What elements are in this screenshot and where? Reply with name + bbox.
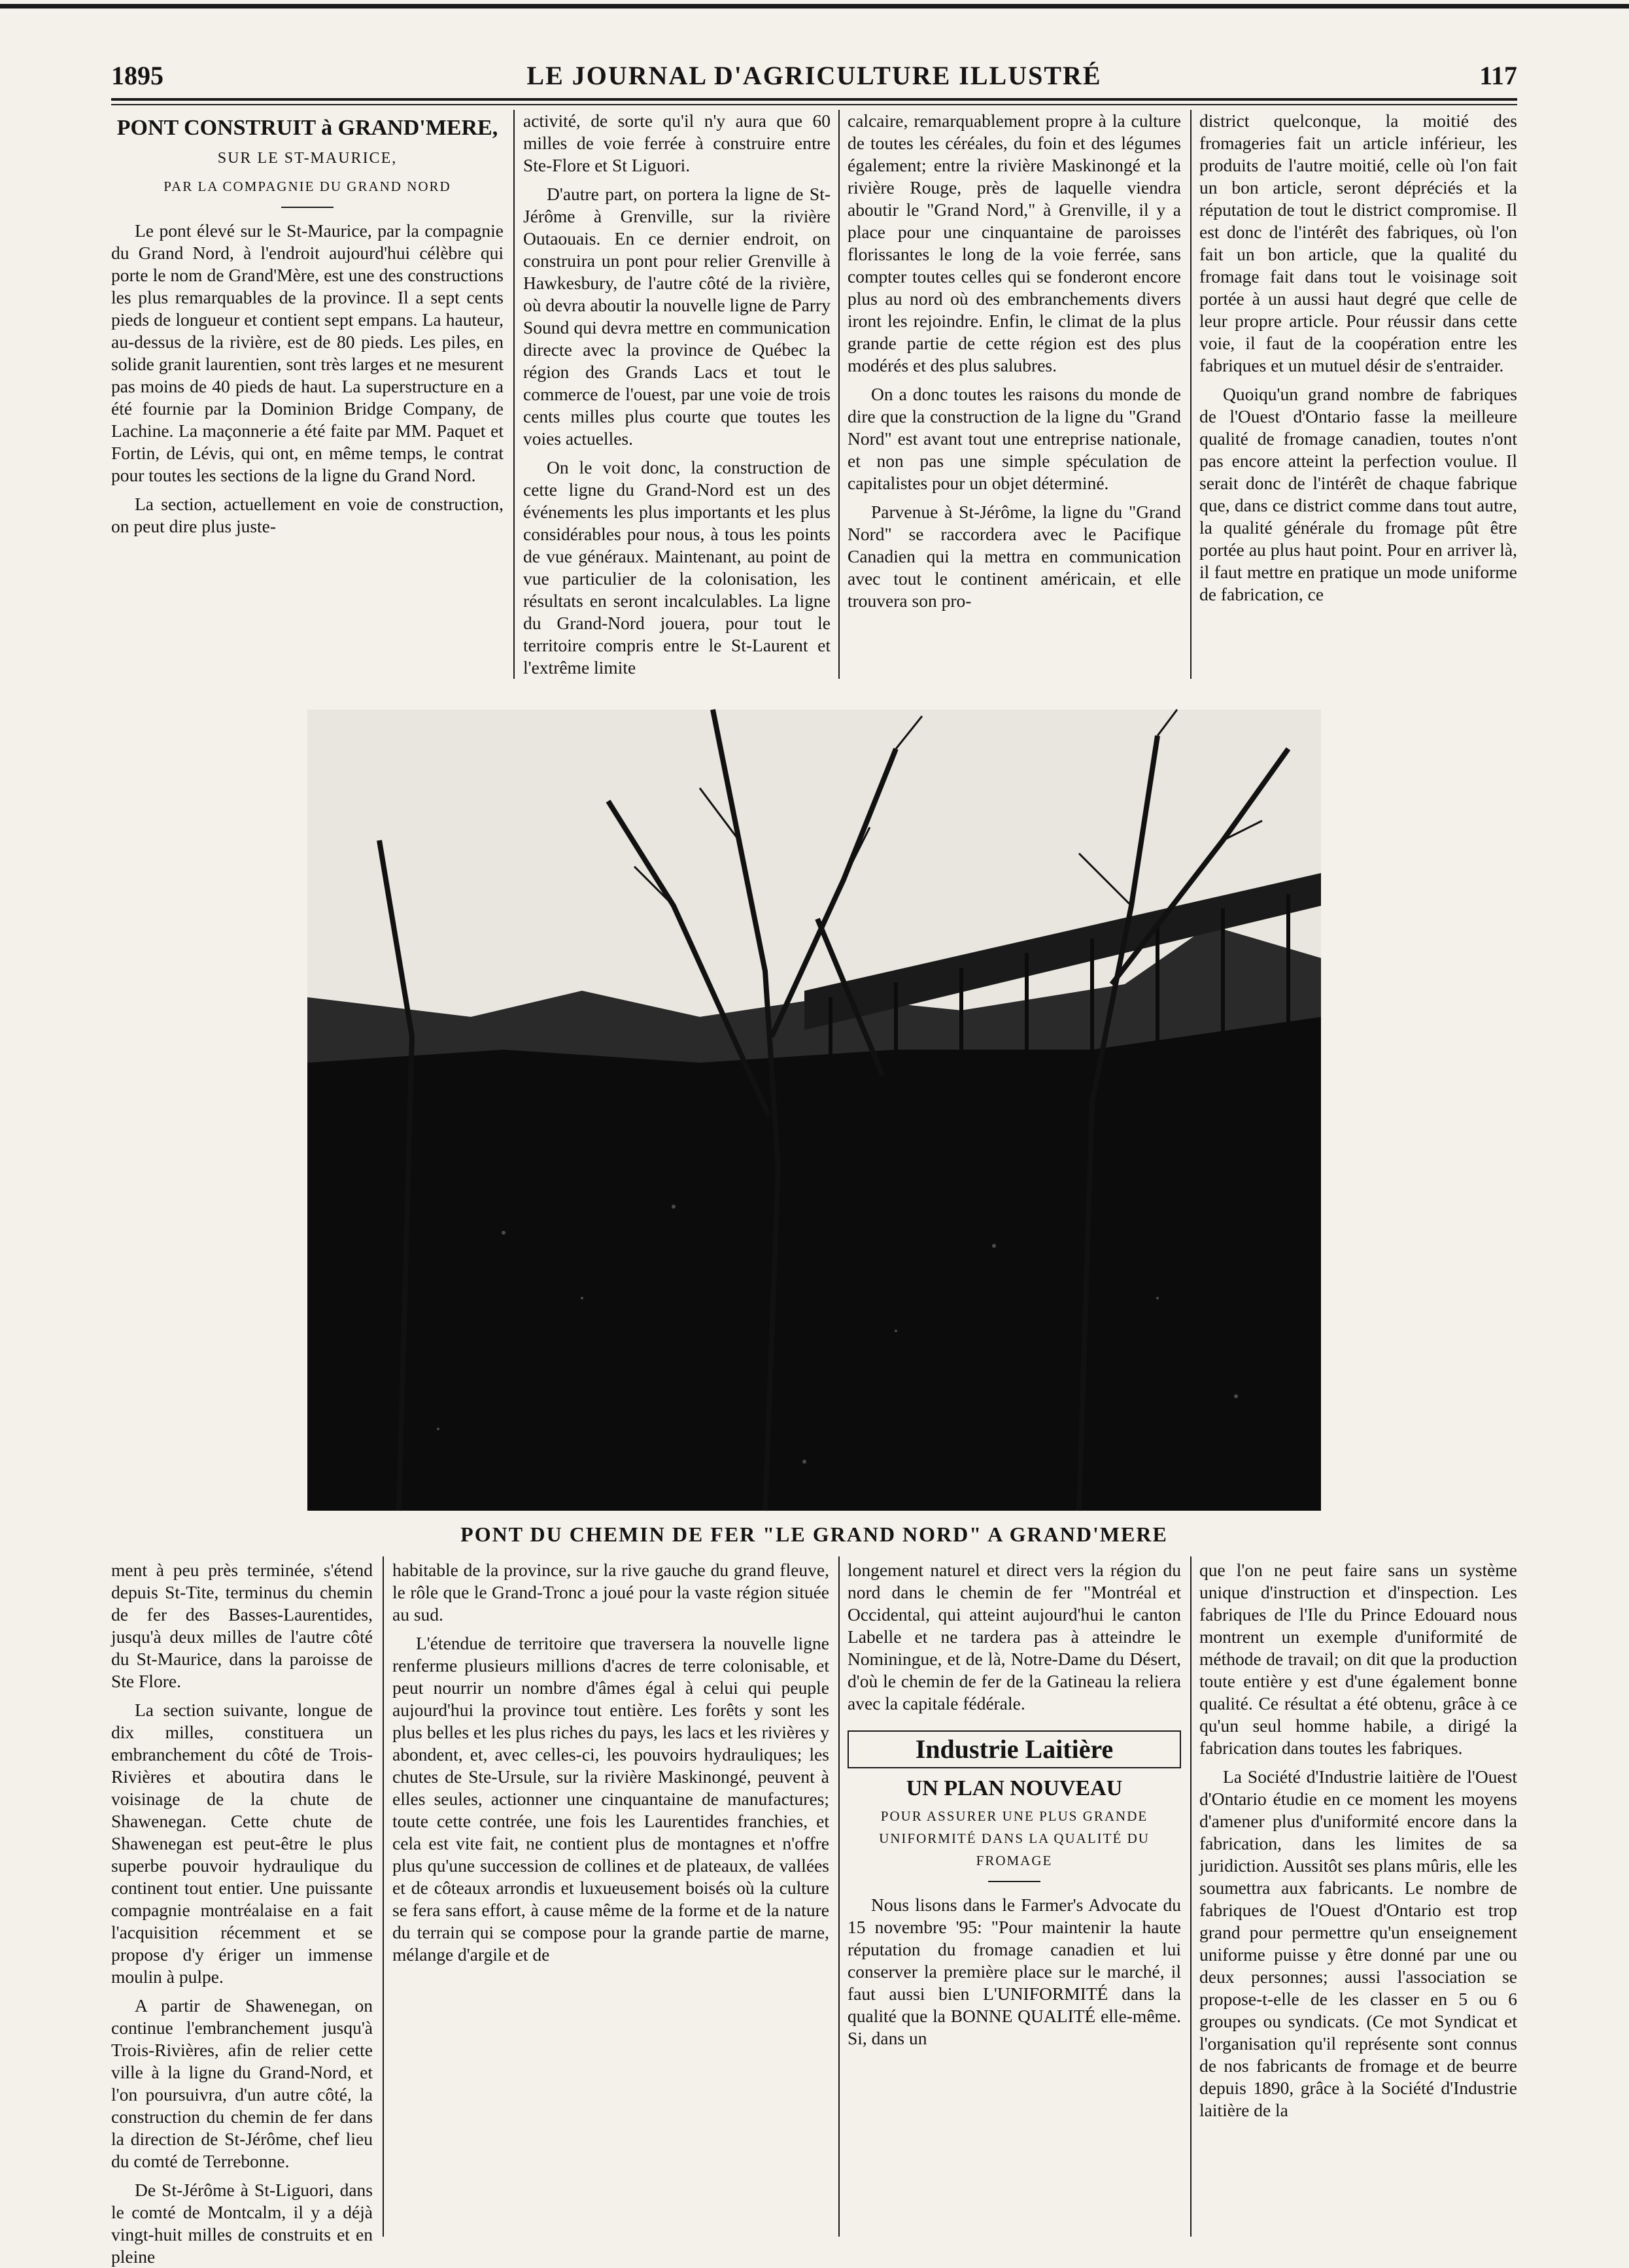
- paragraph: Parvenue à St-Jérôme, la ligne du "Grand Nord" se raccordera avec le Pacifique Canadien qui la mettra en communication avec tout le continent américain, et elle trouvera son pro-: [848, 502, 1181, 611]
- column-separator: [1190, 1556, 1192, 2237]
- paragraph: calcaire, remarquablement propre à la culture de toutes les céréales, du foin et des légumes également; entre la rivière Maskinongé et la rivière Rouge, près de laquelle viendra aboutir le "Grand Nord," à Grenville, il y a place pour une cinquantaine de paroisses florissantes le long de la voie ferrée, sans compter toutes celles qui se fonderont encore plus au nord où des embranchements divers iront les rejoindre. Enfin, le climat de la plus grande partie de cette région est des plus modérés et des plus salubres.: [848, 111, 1181, 375]
- lower-column-4: [1199, 1559, 1517, 2239]
- paragraph: A partir de Shawenegan, on continue l'embranchement jusqu'à Trois-Rivières, afin de relier cette ville à la ligne du Grand-Nord, et l'on poursuivra, d'un autre côté, la construction du chemin de fer dans la direction de St-Jérôme, chef lieu du comté de Terrebonne.: [111, 1995, 373, 2171]
- header-rule-thin: [111, 104, 1517, 105]
- journal-title: LE JOURNAL D'AGRICULTURE ILLUSTRÉ: [526, 61, 1102, 90]
- column-separator: [513, 110, 515, 679]
- paragraph: On le voit donc, la construction de cette ligne du Grand-Nord est un des événements les plus importants et les plus considérables pour nous, à tous les points de vue généraux. Maintenant, au point de vue particulier de la colonisation, les résultats en seront incalculables. La ligne du Grand-Nord jouera, pour tout le territoire compris entre le St-Laurent et l'extrême limite: [523, 457, 831, 678]
- header-rule-thick: [111, 98, 1517, 101]
- section-heading-box: Industrie Laitière: [848, 1730, 1181, 1768]
- paragraph: ment à peu près terminée, s'étend depuis St-Tite, terminus du chemin de fer des Basses-Laurentides, jusqu'à deux milles de l'autre côté du St-Maurice, dans la paroisse de Ste Flore.: [111, 1560, 373, 1691]
- paragraph: On a donc toutes les raisons du monde de dire que la construction de la ligne du "Grand Nord" est avant tout une entreprise nationale, et non pas une simple spéculation de capitalistes pour un objet déterminé.: [848, 384, 1181, 493]
- header-year: 1895: [111, 61, 163, 90]
- paragraph: Le pont élevé sur le St-Maurice, par la compagnie du Grand Nord, à l'endroit aujourd'hui célèbre qui porte le nom de Grand'Mère, est une des constructions les plus remarquables de la province. Il a sept cents pieds de longueur et contient sept empans. La hauteur, au-dessus de la rivière, est de 80 pieds. Les piles, en solide granit laurentien, sont très larges et ne mesurent pas moins de 40 pieds de haut. La superstructure en a été fournie par la Dominion Bridge Company, de Lachine. La maçonnerie a été faite par MM. Paquet et Fortin, de Lévis, qui ont, en même temps, le contrat pour toutes les sections de la ligne du Grand Nord.: [111, 220, 504, 485]
- paragraph: La section, actuellement en voie de construction, on peut dire plus juste-: [111, 494, 504, 536]
- paragraph: longement naturel et direct vers la région du nord dans le chemin de fer "Montréal et Occidental, qui atteint aujourd'hui le canton Labelle et ne tardera pas à atteindre le Nominingue, et de là, Notre-Dame du Désert, d'où le chemin de fer de la Gatineau la reliera avec la capitale fédérale.: [848, 1560, 1181, 1713]
- paragraph: L'étendue de territoire que traversera la nouvelle ligne renferme plusieurs millions d'acres de terre colonisable, et peut nourrir un nombre d'âmes égal à celui qui peuple aujourd'hui la province tout entière. Les forêts y sont les plus belles et les plus riches du pays, les lacs et les rivières y abondent, et, avec celles-ci, les pouvoirs hydrauliques; les chutes de Ste-Ursule, sur la rivière Maskinongé, peuvent à elles seules, actionner une cinquantaine de manufactures; toute cette contrée, une fois les Laurentides franchies, et cela est vite fait, ne contient plus de montagnes et n'offre plus qu'une succession de collines et de plateaux, de vallées et de côteaux arrondis et luxueusement boisés où la culture se fera sans effort, à cause même de la forme et de la nature du terrain qui se compose pour la grande partie de marne, mélange d'argile et de: [392, 1633, 829, 1965]
- lower-column-3: [848, 1559, 1181, 2239]
- paragraph: D'autre part, on portera la ligne de St-Jérôme à Grenville, sur la rivière Outaouais. En ce dernier endroit, on construira un pont pour relier Grenville à Hawkesbury, de l'autre côté de la rivière, où devra aboutir la nouvelle ligne de Parry Sound qui devra mettre en communication directe avec la province de Québec la région des Grands Lacs et tout le commerce de l'ouest, par une voie de trois cents milles plus courte que toutes les voies actuelles.: [523, 184, 831, 449]
- paragraph: district quelconque, la moitié des fromageries fait un article inférieur, les produits de l'autre moitié, celle où l'on fait un bon article, seront dépréciés et la réputation de tout le district compromise. Il est donc de l'intérêt des fabriques, où l'on fait un bon article, que la qualité du fromage fait dans tout le voisinage soit portée à un aussi haut degré que celle de leur propre article. Pour réussir dans cette voie, il faut de la coopération entre les fabriques et un mutuel désir de s'entraider.: [1199, 111, 1517, 375]
- column-separator: [838, 110, 840, 679]
- page-number: 117: [1479, 61, 1517, 90]
- article-column-2: [523, 110, 831, 678]
- top-border: [0, 0, 1629, 22]
- paragraph: habitable de la province, sur la rive gauche du grand fleuve, le rôle que le Grand-Tronc a joué pour la vaste région située au sud.: [392, 1560, 829, 1624]
- column-separator: [838, 1556, 840, 2237]
- paragraph: La section suivante, longue de dix milles, constituera un embranchement du côté de Trois-Rivières et aboutira dans le voisinage de la chute de Shawenegan. Cette chute de Shawenegan est peut-être le plus superbe pouvoir hydraulique du continent tout entier. Une puissante compagnie montréalaise en a fait l'acquisition récemment et se propose d'y ériger un immense moulin à pulpe.: [111, 1700, 373, 1987]
- section-subtitle: UN PLAN NOUVEAU: [906, 1776, 1123, 1800]
- section-rule: [988, 1881, 1040, 1882]
- article-column-3: [848, 110, 1181, 678]
- article-byline: PAR LA COMPAGNIE DU GRAND NORD: [163, 179, 451, 194]
- byline-rule: [281, 207, 334, 208]
- column-separator: [1190, 110, 1192, 679]
- article-column-4: [1199, 110, 1517, 678]
- lower-column-2: [392, 1559, 829, 2239]
- article-subtitle: SUR LE ST-MAURICE,: [217, 150, 398, 167]
- lower-column-1: [111, 1559, 373, 2267]
- bridge-photo: [307, 710, 1321, 1511]
- section-tagline: POUR ASSURER UNE PLUS GRANDE UNIFORMITÉ DANS LA QUALITÉ DU FROMAGE: [879, 1808, 1150, 1868]
- paragraph: Nous lisons dans le Farmer's Advocate du 15 novembre '95: "Pour maintenir la haute réputation du fromage canadien et lui conserver la première place sur le marché, il faut aussi bien L'UNIFORMITÉ dans la qualité que la BONNE QUALITÉ elle-même. Si, dans un: [848, 1895, 1181, 2048]
- paragraph: De St-Jérôme à St-Liguori, dans le comté de Montcalm, il y a déjà vingt-huit milles de construits et en pleine: [111, 2180, 373, 2267]
- paragraph: Quoiqu'un grand nombre de fabriques de l'Ouest d'Ontario fasse la meilleure qualité de fromage canadien, toutes n'ont pas encore atteint la perfection voulue. Il serait donc de l'intérêt de chaque fabrique que, dans ce district comme dans tout autre, la qualité générale du fromage pût être portée au plus haut point. Pour en arriver là, il faut mettre en pratique un mode uniforme de fabrication, ce: [1199, 384, 1517, 604]
- paragraph: La Société d'Industrie laitière de l'Ouest d'Ontario étudie en ce moment les moyens d'amener plus d'uniformité encore dans la fabrication, dans les limites de sa juridiction. Aussitôt ses plans mûris, elle les soumettra aux fabricants. Le nombre de fabriques de l'Ouest d'Ontario est trop grand pour permettre qu'un enseignement uniforme puisse y être donné par une ou deux personnes; aussi l'association se propose-t-elle de les classer en 5 ou 6 groupes ou syndicats. (Ce mot Syndicat et l'organisation qu'il représente sont connus de nos fabricants de fromage et de beurre depuis 1890, grâce à la Société d'Industrie laitière de la: [1199, 1766, 1517, 2120]
- figure-caption: PONT DU CHEMIN DE FER "LE GRAND NORD" A GRAND'MERE: [460, 1522, 1168, 1546]
- column-separator: [383, 1556, 384, 2237]
- paragraph: que l'on ne peut faire sans un système unique d'instruction et d'inspection. Les fabriques de l'Ile du Prince Edouard nous montrent un exemple d'uniformité de méthode de travail; on dit que la production toute entière y est d'une également bonne qualité. Ce résultat a été obtenu, grâce à ce qu'un seul homme habile, a dirigé la fabrication dans toutes les fabriques.: [1199, 1560, 1517, 1758]
- bridge-photo-illustration: [307, 710, 1321, 1511]
- article-title: PONT CONSTRUIT à GRAND'MERE,: [116, 116, 498, 140]
- article-column-1: [111, 115, 504, 678]
- page-header: [111, 60, 1517, 97]
- paragraph: activité, de sorte qu'il n'y aura que 60 milles de voie ferrée à construire entre Ste-Flore et St Liguori.: [523, 111, 831, 175]
